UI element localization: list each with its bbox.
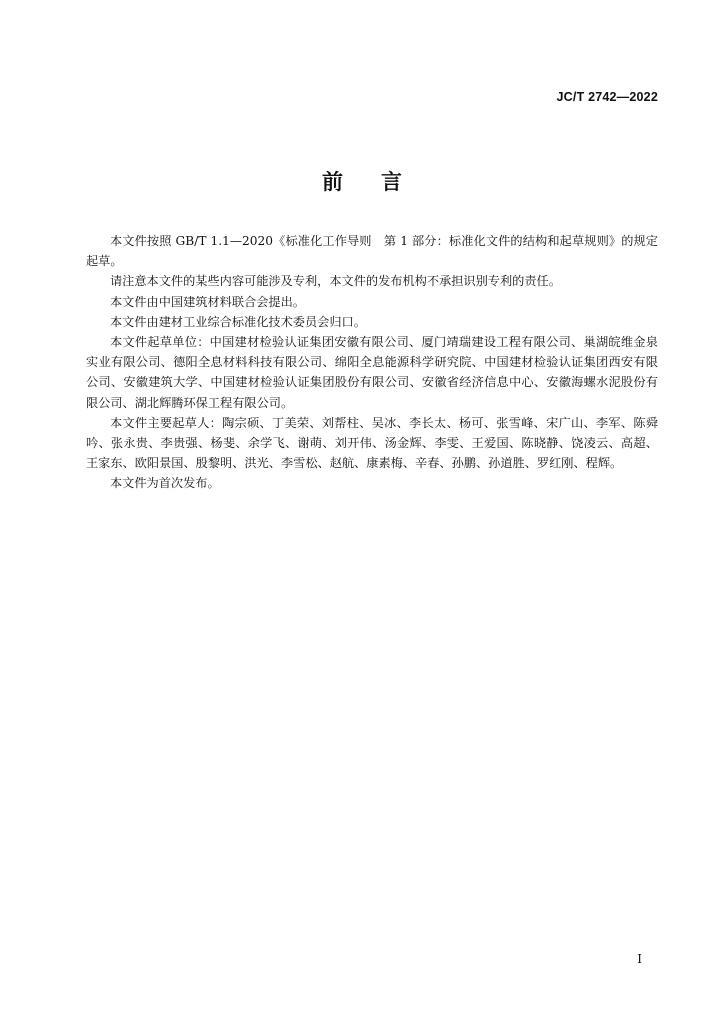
paragraph-drafters: 本文件主要起草人：陶宗硕、丁美荣、刘帮柱、吴冰、李长太、杨可、张雪峰、宋广山、李军、陈舜吟、张永贵、李贵强、杨斐、余学飞、谢萌、刘开伟、汤金辉、李雯、王爱国、陈晓静、饶凌云、高超、王家东、欧阳景国、殷黎明、洪光、李雪松、赵航、康素梅、辛春、孙鹏、孙道胜、罗红刚、程辉。	[86, 415, 658, 471]
foreword-body	[86, 231, 658, 494]
title-char-1: 前	[322, 170, 343, 194]
page-number: I	[637, 952, 642, 966]
standard-code: JC/T 2742—2022	[556, 90, 658, 104]
paragraph-proposer: 本文件由中国建筑材料联合会提出。	[110, 294, 305, 309]
paragraph-patent-notice: 请注意本文件的某些内容可能涉及专利，本文件的发布机构不承担识别专利的责任。	[110, 274, 561, 289]
paragraph-first-release: 本文件为首次发布。	[110, 476, 220, 491]
paragraph-responsible-committee: 本文件由建材工业综合标准化技术委员会归口。	[110, 314, 366, 329]
paragraph-drafting-rules: 本文件按照 GB/T 1.1—2020《标准化工作导则 第 1 部分：标准化文件的结构和起草规则》的规定起草。	[86, 234, 658, 269]
page-title	[0, 166, 724, 196]
title-char-2: 言	[381, 170, 402, 194]
paragraph-drafting-organizations: 本文件起草单位：中国建材检验认证集团安徽有限公司、厦门靖瑞建设工程有限公司、巢湖皖维金泉实业有限公司、德阳全息材料科技有限公司、绵阳全息能源科学研究院、中国建材检验认证集团西安有限公司、安徽建筑大学、中国建材检验认证集团股份有限公司、安徽省经济信息中心、安徽海螺水泥股份有限公司、湖北辉腾环保工程有限公司。	[86, 335, 658, 410]
